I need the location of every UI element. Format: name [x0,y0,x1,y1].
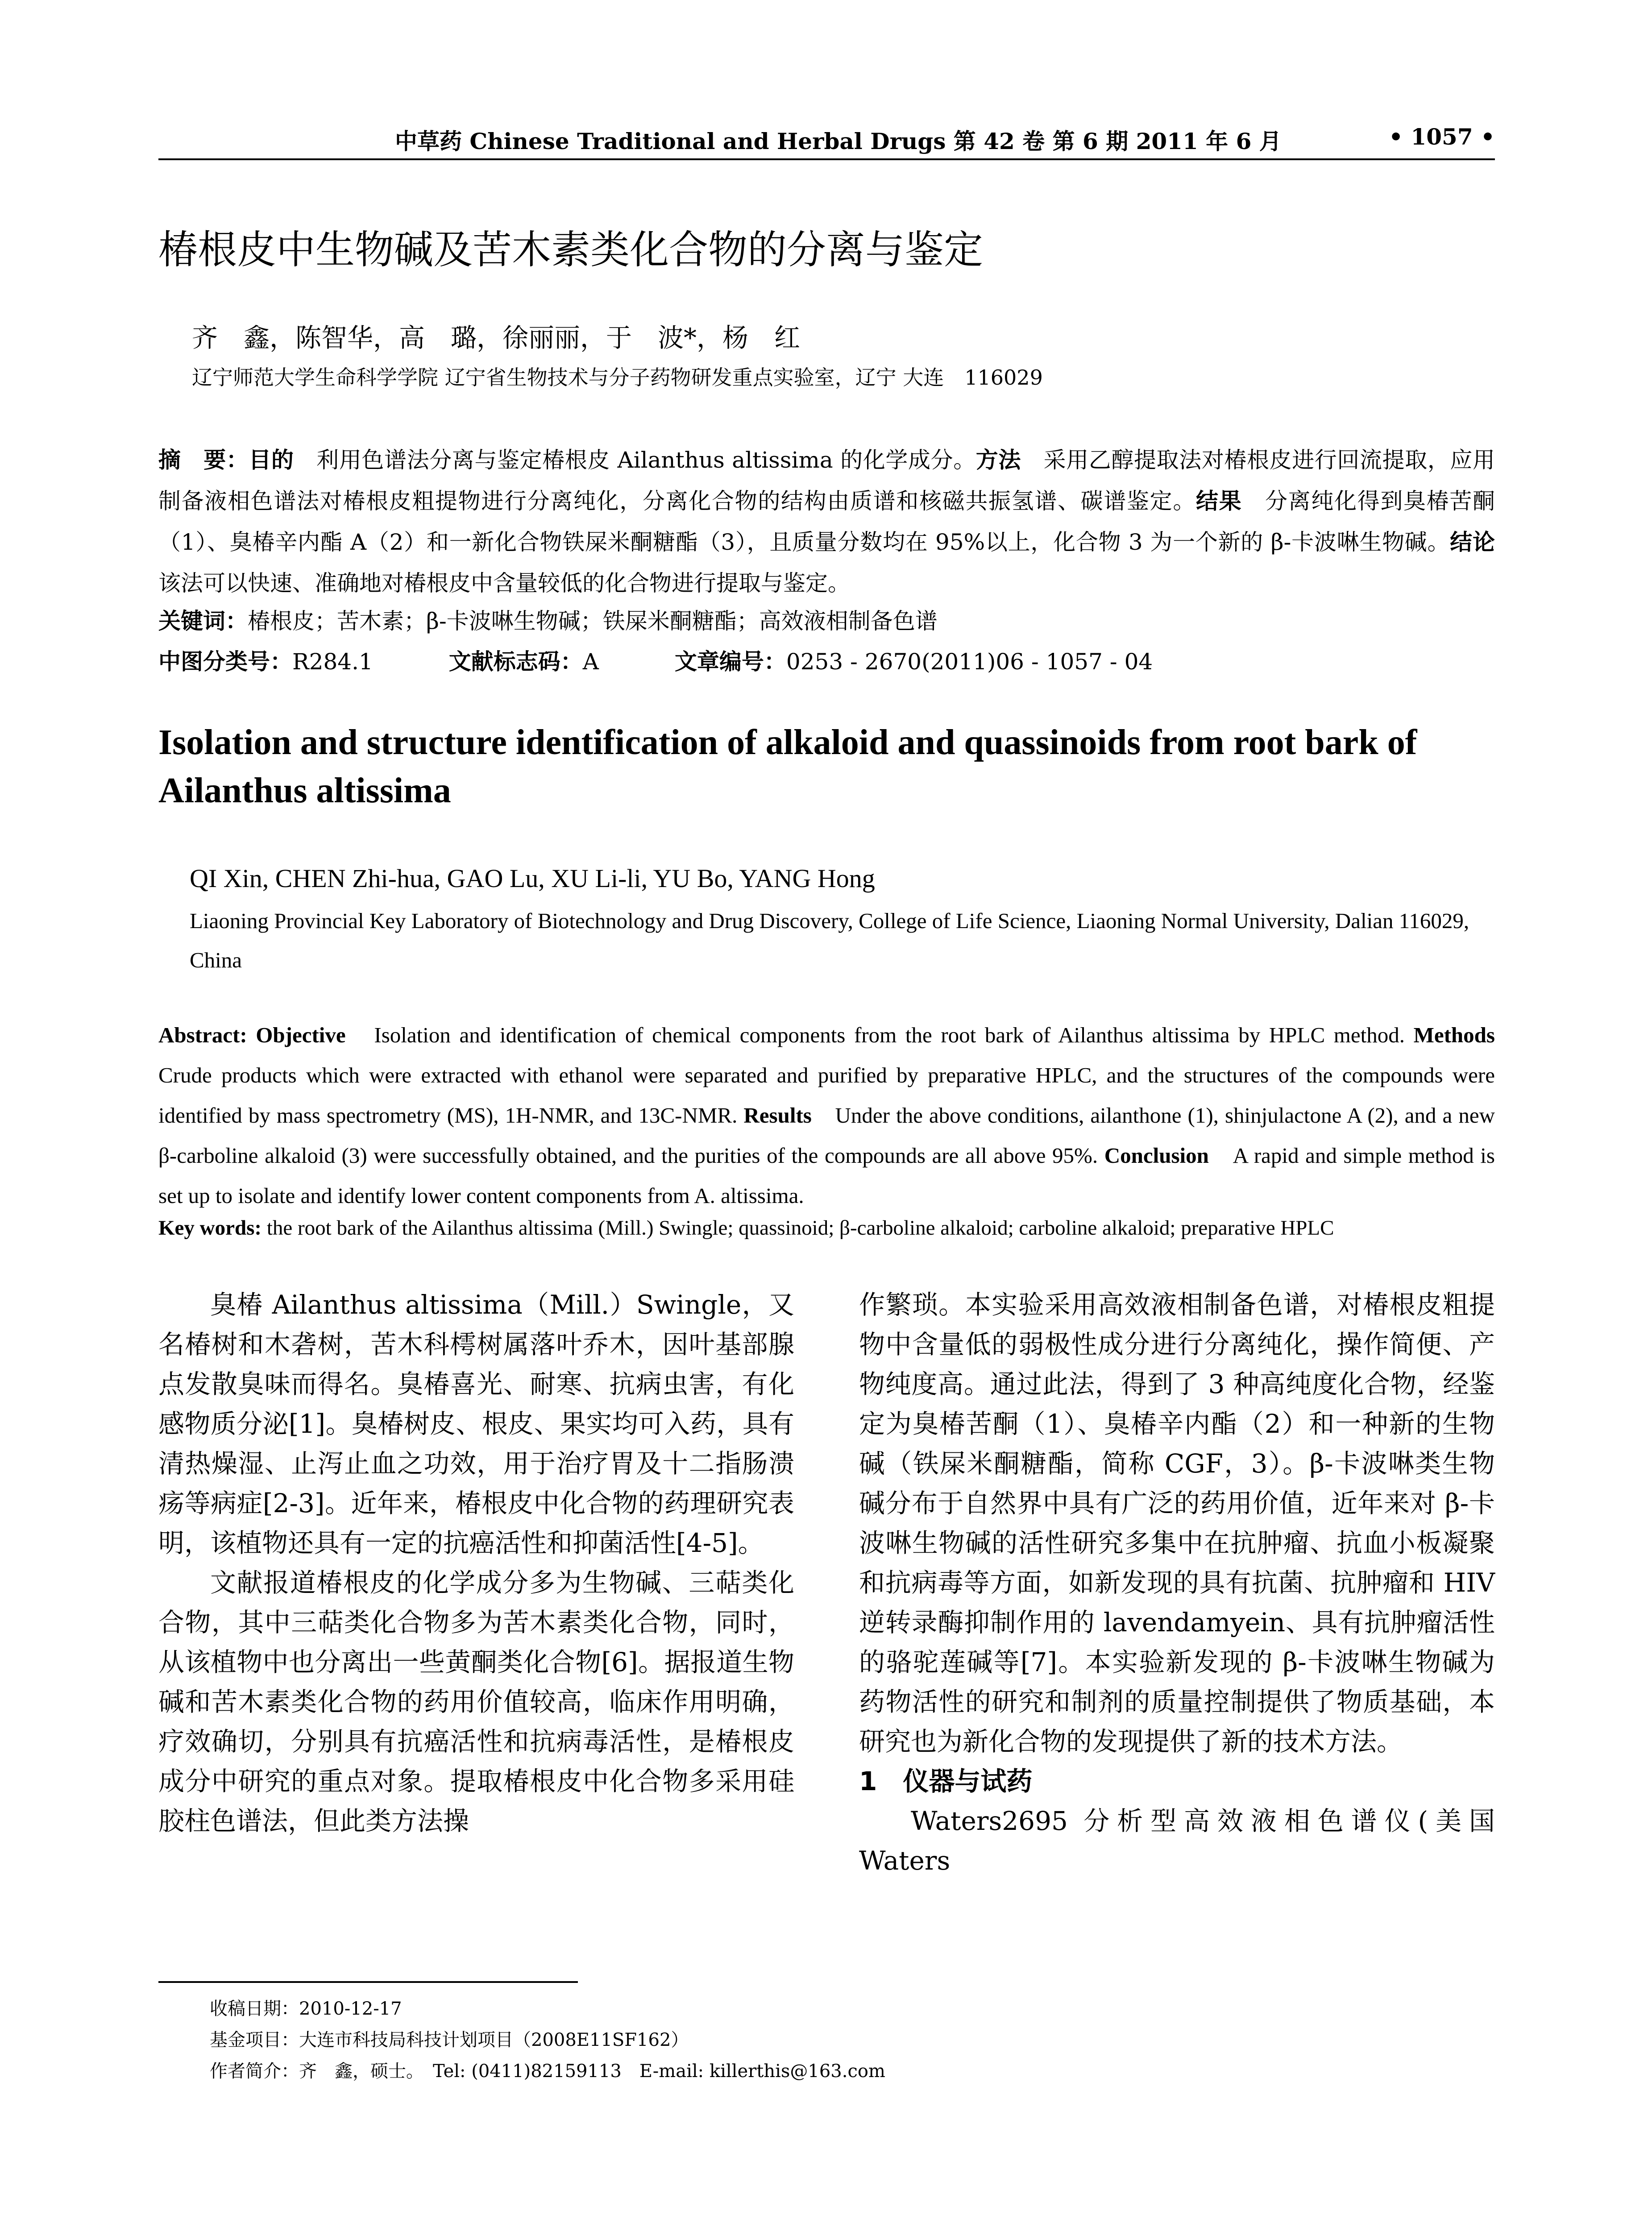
english-authors: QI Xin, CHEN Zhi-hua, GAO Lu, XU Li-li, YU Bo, YANG Hong [190,864,875,893]
body-column-right [859,1285,1495,1881]
section-heading-1: 1 仪器与试药 [859,1766,1033,1796]
keywords-label: 关键词： [158,608,248,634]
running-header [158,114,1495,160]
keywords-text: 椿根皮；苦木素；β-卡波啉生物碱；铁屎米酮糖酯；高效液相制备色谱 [248,608,938,634]
conclusion-text: 该法可以快速、准确地对椿根皮中含量较低的化合物进行提取与鉴定。 [158,570,850,596]
clc-label: 中图分类号： [158,649,292,675]
article-number-value: 0253 - 2670(2011)06 - 1057 - 04 [786,649,1153,675]
en-conclusion-label: Conclusion [1104,1143,1209,1168]
en-conclusion-text: A rapid and simple method is set up to isolate and identify lower content components from A. altissima. [158,1143,1495,1208]
classification-line [158,644,1153,676]
objective-text: 利用色谱法分离与鉴定椿根皮 Ailanthus altissima 的化学成分。 [316,447,976,473]
en-results-label: Results [743,1103,812,1128]
results-label: 结果 [1196,488,1242,514]
footnote-received: 收稿日期：2010-12-17 [210,1999,402,2019]
body-column-left [158,1285,794,1841]
body-paragraph-2: 文献报道椿根皮的化学成分多为生物碱、三萜类化合物，其中三萜类化合物多为苦木素类化合物，同时，从该植物中也分离出一些黄酮类化合物[6]。据报道生物碱和苦木素类化合物的药用价值较高，临床作用明确，疗效确切，分别具有抗癌活性和抗病毒活性，是椿根皮成分中研究的重点对象。提取椿根皮中化合物多采用硅胶柱色谱法，但此类方法操 [158,1568,794,1836]
chinese-authors: 齐 鑫，陈智华，高 璐，徐丽丽，于 波*，杨 红 [192,323,801,353]
conclusion-label: 结论 [1450,529,1495,555]
english-keywords [158,1216,1495,1240]
english-title: Isolation and structure identification of alkaloid and quassinoids from root bark of Ailanthus altissima [158,723,1417,810]
doccode-value: A [582,649,599,675]
english-abstract [158,1015,1495,1216]
en-methods-text: Crude products which were extracted with ethanol were separated and purified by preparative HPLC, and the structures of the compounds were identified by mass spectrometry (MS), 1H-NMR, and 13C-NMR. [158,1063,1495,1128]
article-number-label: 文章编号： [674,649,786,675]
footnote-rule [158,1981,578,1983]
methods-text: 采用乙醇提取法对椿根皮进行回流提取，应用制备液相色谱法对椿根皮粗提物进行分离纯化，分离化合物的结构由质谱和核磁共振氢谱、碳谱鉴定。 [158,447,1495,514]
chinese-title: 椿根皮中生物碱及苦木素类化合物的分离与鉴定 [158,227,984,273]
journal-header: 中草药 Chinese Traditional and Herbal Drugs 第 42 卷 第 6 期 2011 年 6 月 [395,128,1282,154]
en-keywords-text: the root bark of the Ailanthus altissima (Mill.) Swingle; quassinoid; β-carboline alkaloid; carboline alkaloid; preparative HPLC [266,1216,1334,1240]
english-affiliation: Liaoning Provincial Key Laboratory of Biotechnology and Drug Discovery, College of Life Science, Liaoning Normal University, Dalian 116029, China [190,908,1469,972]
page-number: • 1057 • [1389,124,1495,150]
en-objective-text: Isolation and identification of chemical components from the root bark of Ailanthus altissima by HPLC method. [374,1023,1405,1047]
en-results-text: Under the above conditions, ailanthone (1), shinjulactone A (2), and a new β-carboline alkaloid (3) were successfully obtained, and the purities of the compounds are all above 95%. [158,1103,1495,1168]
footnote-fund: 基金项目：大连市科技局科技计划项目（2008E11SF162） [210,2030,689,2050]
chinese-affiliation: 辽宁师范大学生命科学学院 辽宁省生物技术与分子药物研发重点实验室，辽宁 大连 116029 [192,365,1043,390]
body-paragraph-3: 作繁琐。本实验采用高效液相制备色谱，对椿根皮粗提物中含量低的弱极性成分进行分离纯化，操作简便、产物纯度高。通过此法，得到了 3 种高纯度化合物，经鉴定为臭椿苦酮（1）、臭椿辛内酯（2）和一种新的生物碱（铁屎米酮糖酯，简称 CGF，3）。β-卡波啉类生物碱分布于自然界中具有广泛的药用价值，近年来对 β-卡波啉生物碱的活性研究多集中在抗肿瘤、抗血小板凝聚和抗病毒等方面，如新发现的具有抗菌、抗肿瘤和 HIV 逆转录酶抑制作用的 lavendamyein、具有抗肿瘤活性的骆驼莲碱等[7]。本实验新发现的 β-卡波啉生物碱为药物活性的研究和制剂的质量控制提供了物质基础，本研究也为新化合物的发现提供了新的技术方法。 [859,1290,1495,1757]
doccode-label: 文献标志码： [448,649,583,675]
objective-label: 目的 [249,447,294,473]
en-keywords-label: Key words: [158,1216,262,1240]
abstract-label: 摘 要： [158,447,249,473]
en-methods-label: Methods [1413,1023,1495,1047]
chinese-keywords [158,603,938,635]
body-paragraph-4: Waters2695 分析型高效液相色谱仪(美国 Waters [859,1806,1495,1876]
en-abstract-label: Abstract: Objective [158,1023,346,1047]
results-text: 分离纯化得到臭椿苦酮（1）、臭椿辛内酯 A（2）和一新化合物铁屎米酮糖酯（3），且质量分数均在 95%以上，化合物 3 为一个新的 β-卡波啉生物碱。 [158,488,1495,555]
methods-label: 方法 [975,447,1021,473]
footnote-author: 作者简介：齐 鑫，硕士。 Tel: (0411)82159113 E-mail: killerthis@163.com [210,2061,885,2082]
chinese-abstract [158,440,1495,604]
clc-value: R284.1 [292,649,373,675]
body-paragraph-1: 臭椿 Ailanthus altissima（Mill.）Swingle，又名椿树和木砻树，苦木科樗树属落叶乔木，因叶基部腺点发散臭味而得名。臭椿喜光、耐寒、抗病虫害，有化感物质分泌[1]。臭椿树皮、根皮、果实均可入药，具有清热燥湿、止泻止血之功效，用于治疗胃及十二指肠溃疡等病症[2-3]。近年来，椿根皮中化合物的药理研究表明，该植物还具有一定的抗癌活性和抑菌活性[4-5]。 [158,1290,794,1558]
